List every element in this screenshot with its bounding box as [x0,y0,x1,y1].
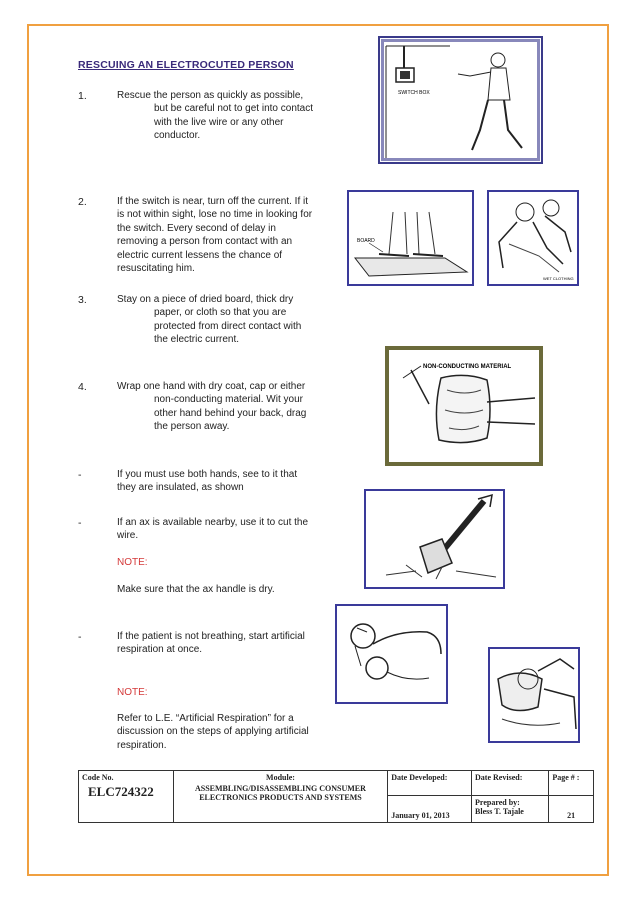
item-marker: - [78,631,82,643]
text-line: electric current lessens the chance of [117,249,283,261]
item-marker: 3. [78,294,87,306]
item-text [117,293,301,347]
note-text: Make sure that the ax handle is dry. [117,584,275,595]
code-value: ELC724322 [88,784,154,799]
note-label: NOTE: [117,557,148,568]
text-line: Wrap one hand with dry coat, cap or either [117,381,306,392]
date-revised-label: Date Revised: [472,771,549,796]
code-label: Code No. [82,773,114,782]
text-line: paper, or cloth so that you are [154,307,287,319]
text-line: Refer to L.E. “Artificial Respiration” for a [117,713,294,724]
module-cell [173,771,387,823]
text-line: non-conducting material. Wit your [154,394,303,406]
text-line: protected from direct contact with [154,320,302,332]
item-marker: 1. [78,90,87,102]
text-line: is not within sight, lose no time in looking for [117,209,313,221]
code-cell [79,771,174,823]
item-text [117,89,313,143]
ax-illustration [364,489,505,589]
text-line: respiration. [117,739,167,751]
page-title: RESCUING AN ELECTROCUTED PERSON [78,59,294,71]
item-marker: - [78,469,82,481]
text-line: discussion on the steps of applying artificial [117,726,309,738]
text-line: conductor. [154,130,201,142]
text-line: wire. [117,530,139,542]
text-line: other hand behind your back, drag [154,407,307,419]
text-line: the electric current. [154,334,240,346]
item-marker: - [78,517,82,529]
text-line: they are insulated, as shown [117,482,244,494]
text-line: removing a person from contact with an [117,236,293,248]
item-text [117,468,297,495]
item-text [117,195,312,275]
pillow-illustration [488,647,580,743]
prepared-label: Prepared by: [475,798,520,807]
item-marker: 4. [78,381,87,393]
module-line: ASSEMBLING/DISASSEMBLING CONSUMER [194,784,366,793]
text-line: resuscitating him. [117,263,195,275]
rescue-pair-illustration [487,190,579,286]
module-label: Module: [266,773,295,782]
switch-box-label: SWITCH BOX [398,90,430,96]
note-text [117,712,309,752]
non-conducting-material-illustration [385,346,543,466]
text-line: If the switch is near, turn off the current. If it [117,196,309,207]
item-text [117,380,327,434]
footer-table [78,770,594,823]
text-line: Rescue the person as quickly as possible, [117,90,304,101]
wet-clothing-label: WET CLOTHING [543,276,574,281]
text-line: but be careful not to get into contact [154,103,313,115]
item-text [117,630,305,657]
text-line: If an ax is available nearby, use it to cut the [117,517,309,528]
prepared-value: Bless T. Tajale [475,807,524,816]
module-line: ELECTRONICS PRODUCTS AND SYSTEMS [199,793,362,802]
text-line: If the patient is not breathing, start artificial [117,631,305,642]
item-marker: 2. [78,196,87,208]
page-number: 21 [549,796,594,823]
note-label: NOTE: [117,687,148,698]
text-line: respiration at once. [117,644,203,656]
item-text [117,516,308,543]
switch-box-illustration [378,36,543,164]
text-line: If you must use both hands, see to it that [117,469,298,480]
prepared-cell [472,796,549,823]
text-line: with the live wire or any other [154,116,284,128]
text-line: Stay on a piece of dried board, thick dry [117,294,294,305]
board-label: BOARD [357,238,375,244]
date-developed-value: January 01, 2013 [388,796,472,823]
text-line: the switch. Every second of delay in [117,222,276,234]
text-line: the person away. [154,421,230,433]
board-illustration [347,190,474,286]
date-developed-label: Date Developed: [388,771,472,796]
non-conducting-label: NON-CONDUCTING MATERIAL [423,364,512,370]
mouth-to-mouth-illustration [335,604,448,704]
page-label: Page # : [549,771,594,796]
